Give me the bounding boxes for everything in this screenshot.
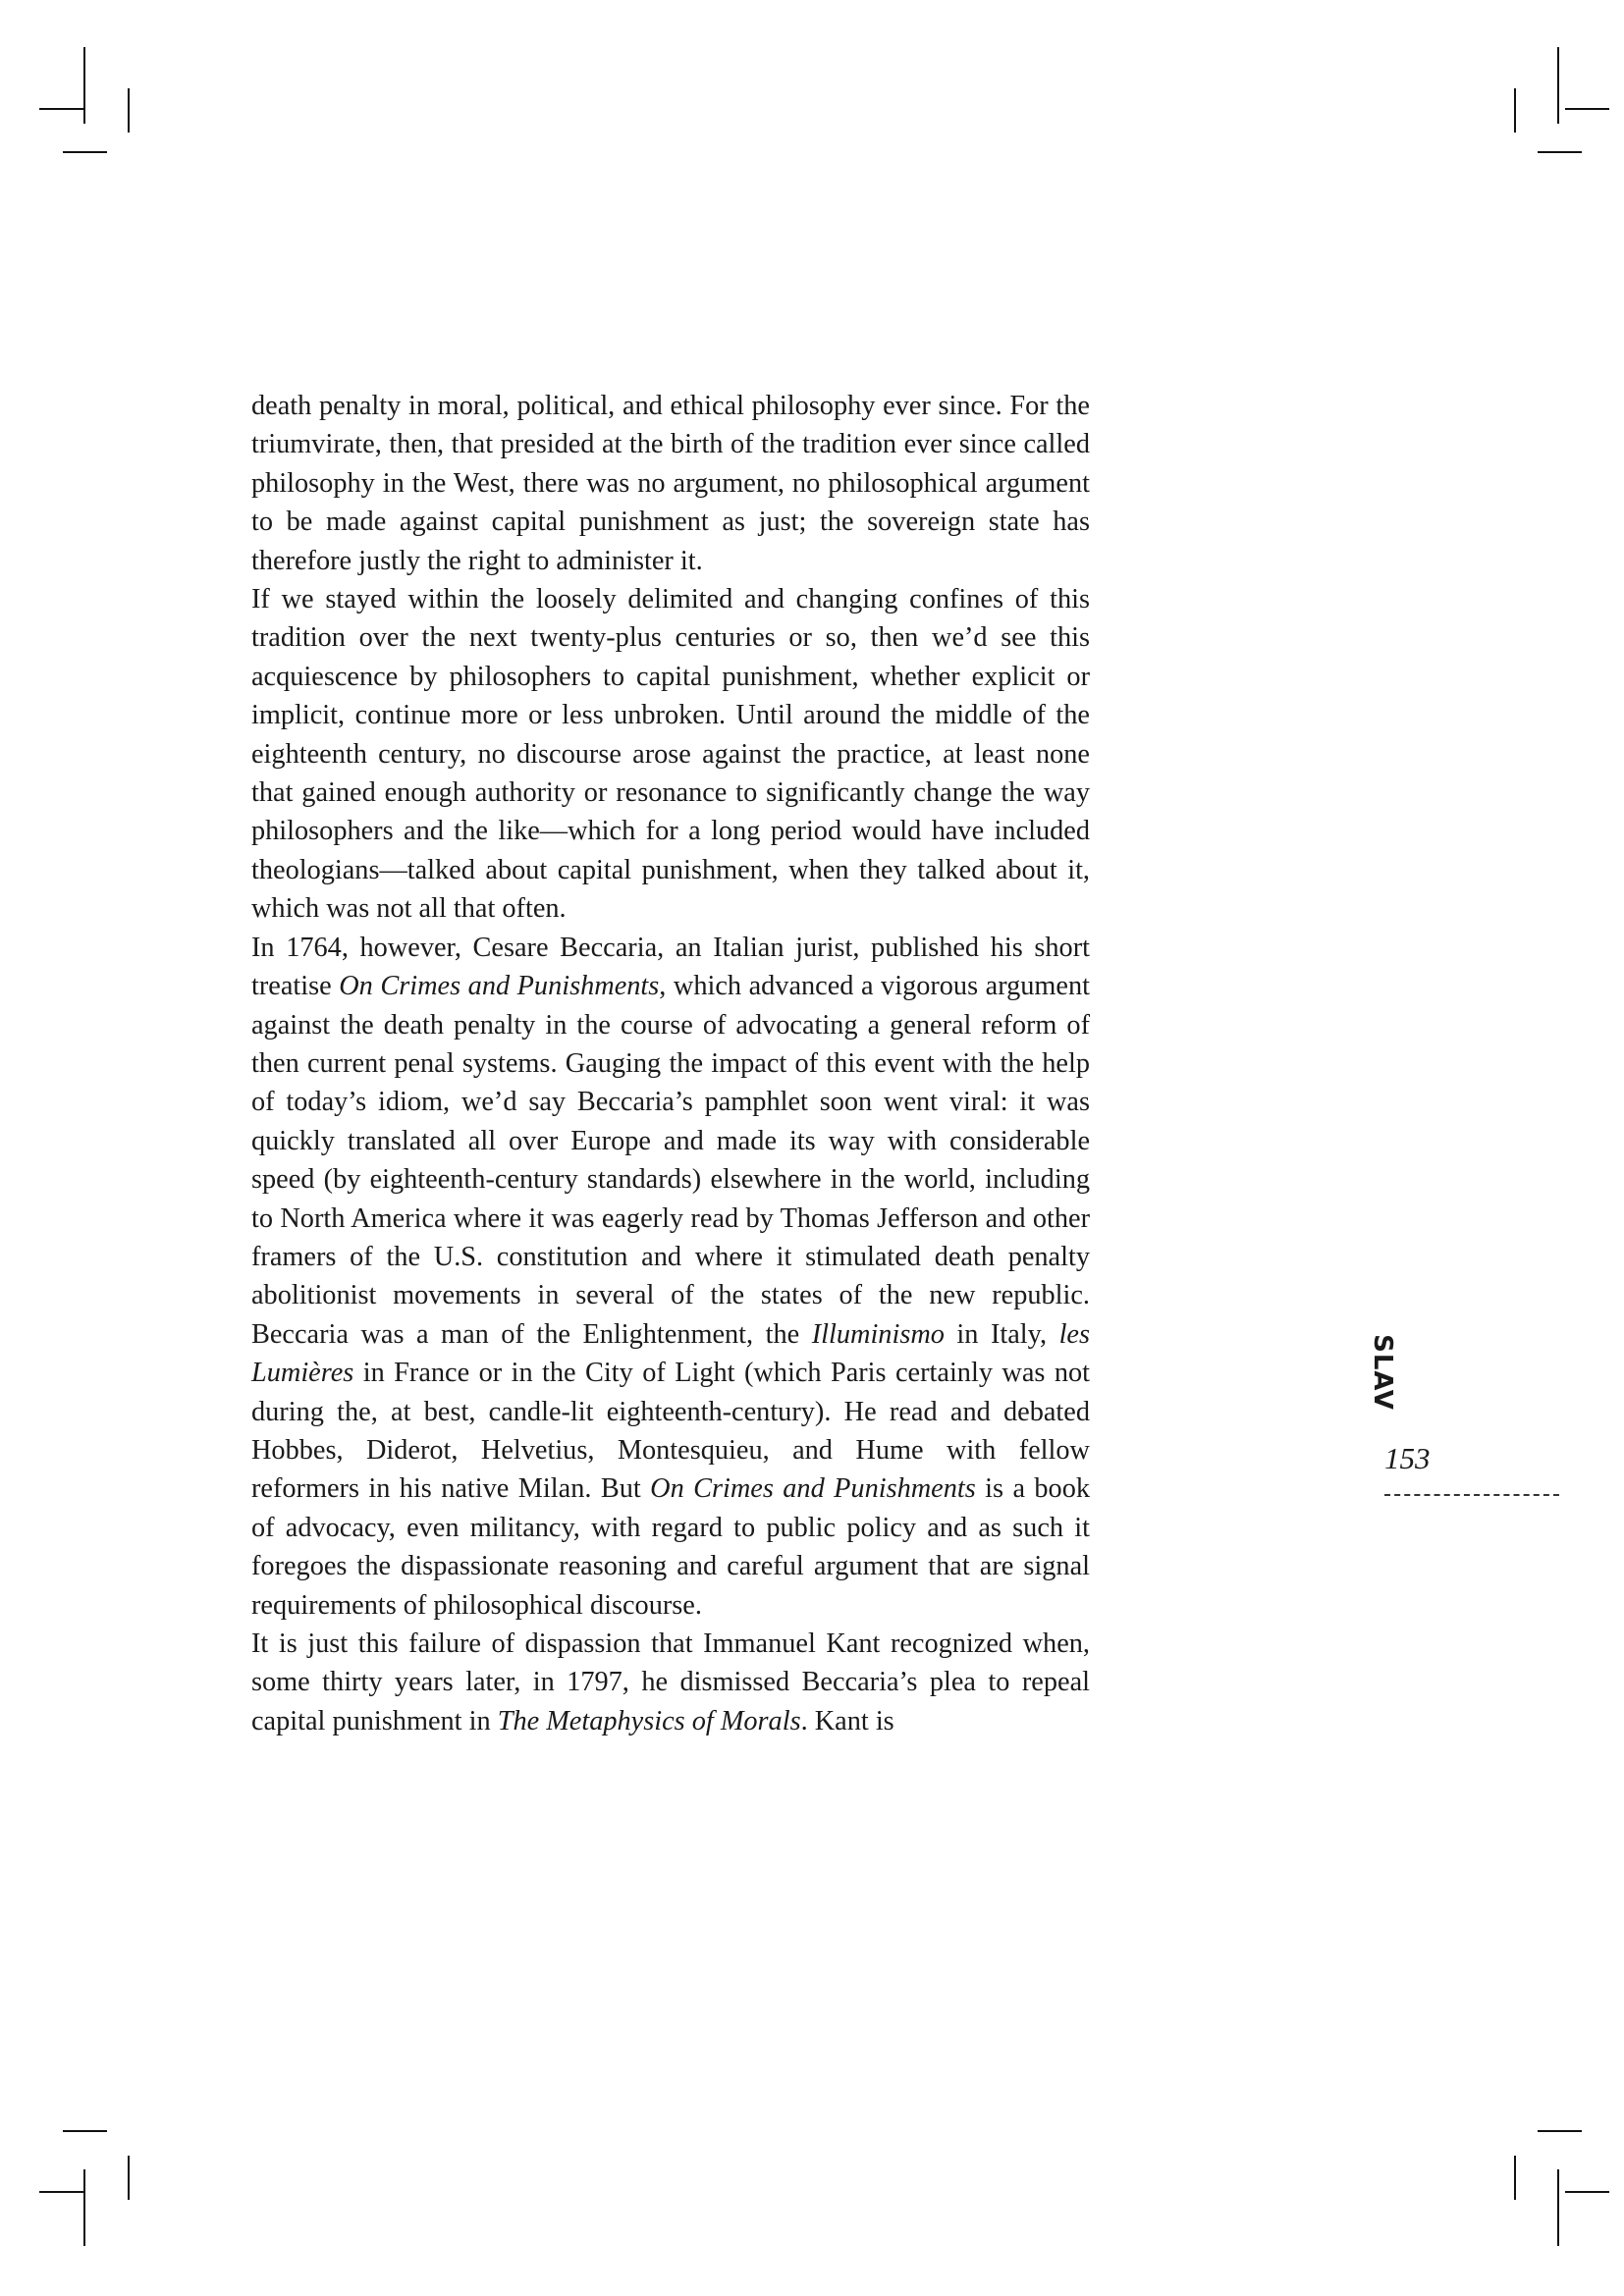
- paragraph: [251, 580, 1090, 929]
- text-run: in Italy,: [944, 1318, 1059, 1350]
- crop-mark: [1557, 2169, 1559, 2246]
- text-run: If we stayed within the loosely delimited and changing confines of this tradition over the next twenty-plus centuries or so, then we’d see this acquiescence by philosophers to capital punishment, whether explicit or implicit, continue more or less unbroken. Until around the middle of the eighteenth century, no discourse arose against the practice, at least none that gained enough authority or resonance to significantly change the way philosophers and the like—which for a long period would have included theologians—talked about capital punishment, when they talked about it, which was not all that often.: [251, 584, 1090, 925]
- text-run: It is just this failure of dispassion that Immanuel Kant recognized when, some thirty years later, in 1797, he dismissed Beccaria’s plea to repeal capital punishment in: [251, 1629, 1090, 1736]
- paragraph: [251, 929, 1090, 1625]
- crop-mark: [83, 47, 85, 124]
- page-number: 153: [1384, 1441, 1431, 1475]
- crop-mark: [1557, 47, 1559, 124]
- text-run: . Kant is: [800, 1705, 894, 1736]
- italic-title: On Crimes and Punishments: [339, 971, 660, 1002]
- text-run: In 1764, however, Cesare Beccaria, an Italian jurist, published his short treatise: [251, 932, 1090, 1002]
- body-text: [251, 387, 1090, 1740]
- italic-title: The Metaphysics of Morals: [497, 1705, 801, 1736]
- crop-mark: [39, 108, 83, 110]
- crop-mark: [1514, 2156, 1516, 2200]
- crop-mark: [1514, 88, 1516, 133]
- paragraph: [251, 1625, 1090, 1740]
- crop-mark: [1565, 2191, 1609, 2193]
- text-run: , which advanced a vigorous argument against the death penalty in the course of advocating a general reform of then current penal systems. Gauging the impact of this event with the help of today’s idiom, we’d say Beccaria’s pamphlet soon went viral: it was quickly translated all over Europe and made its way with considerable speed (by eighteenth-century standards) elsewhere in the world, including to North America where it was eagerly read by Thomas Jefferson and other framers of the U.S. constitution and where it stimulated death penalty abolitionist movements in several of the states of the new republic. Beccaria was a man of the Enlightenment, the: [251, 971, 1090, 1350]
- text-run: in France or in the City of Light (which Paris certainly was not during the, at best, candle-lit eighteenth-century). He read and debated Hobbes, Diderot, Helvetius, Montesquieu, and Hume with fellow reformers in his native Milan. But: [251, 1358, 1090, 1505]
- crop-mark: [128, 88, 130, 133]
- paragraph: [251, 387, 1090, 580]
- crop-mark: [63, 2130, 107, 2132]
- running-head-label: SLAV: [1368, 1334, 1397, 1411]
- italic-title: On Crimes and Punishments: [650, 1473, 976, 1505]
- folio-rule: [1384, 1494, 1559, 1496]
- crop-mark: [83, 2169, 85, 2246]
- crop-mark: [39, 2191, 83, 2193]
- crop-mark: [1538, 151, 1582, 153]
- text-run: is a book of advocacy, even militancy, with regard to public policy and as such it foregoes the dispassionate reasoning and careful argument that are signal requirements of philosophical discourse.: [251, 1473, 1091, 1621]
- crop-mark: [1565, 108, 1609, 110]
- italic-title: Illuminismo: [811, 1318, 945, 1350]
- italic-title: les Lumières: [251, 1318, 1090, 1389]
- running-head: [1363, 1334, 1402, 1411]
- crop-mark: [1538, 2130, 1582, 2132]
- crop-mark: [128, 2156, 130, 2200]
- crop-mark: [63, 151, 107, 153]
- text-run: death penalty in moral, political, and ethical philosophy ever since. For the triumvirate, then, that presided at the birth of the tradition ever since called philosophy in the West, there was no argument, no philosophical argument to be made against capital punishment as just; the sovereign state has therefore justly the right to administer it.: [251, 391, 1090, 576]
